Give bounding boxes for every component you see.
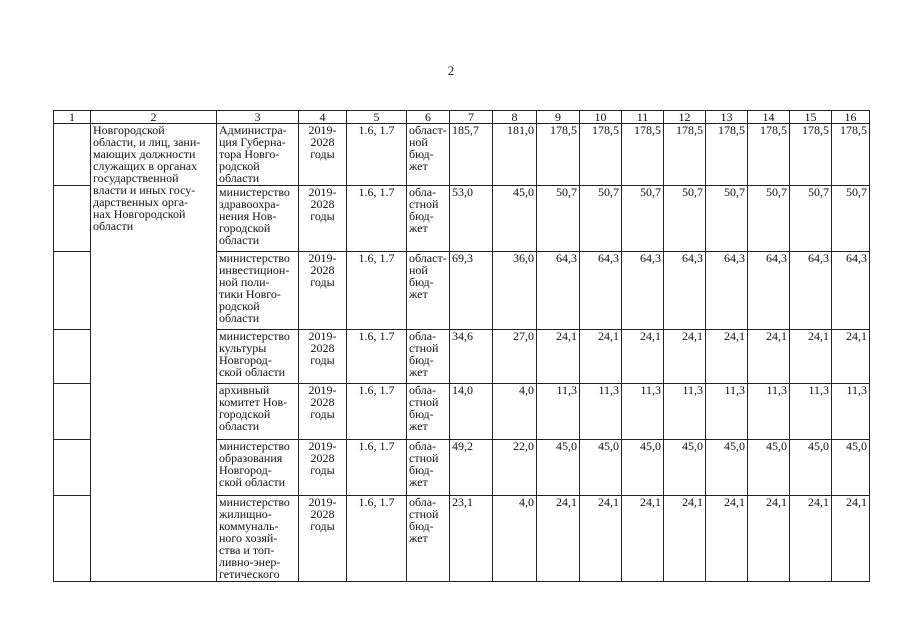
header-cell: 14 — [748, 111, 790, 124]
indicators-cell: 1.6, 1.7 — [347, 384, 407, 440]
value-cell: 178,5 — [706, 124, 748, 186]
value-cell: 178,5 — [537, 124, 580, 186]
value-cell: 24,1 — [748, 496, 790, 582]
funding-source-cell: обла- стной бюд- жет — [407, 330, 450, 384]
value-cell: 24,1 — [622, 330, 664, 384]
value-cell: 50,7 — [748, 186, 790, 252]
page-number: 2 — [447, 63, 455, 78]
value-cell: 36,0 — [493, 252, 537, 330]
value-cell: 45,0 — [537, 440, 580, 496]
header-cell: 15 — [790, 111, 832, 124]
value-cell: 64,3 — [622, 252, 664, 330]
value-cell: 11,3 — [832, 384, 870, 440]
value-cell: 64,3 — [790, 252, 832, 330]
value-cell: 178,5 — [622, 124, 664, 186]
years-cell: 2019- 2028 годы — [299, 496, 347, 582]
value-cell: 24,1 — [664, 496, 706, 582]
years-cell: 2019- 2028 годы — [299, 252, 347, 330]
value-cell: 24,1 — [664, 330, 706, 384]
organization-cell: министерство здравоохра- нения Нов- городской области — [217, 186, 299, 252]
value-cell: 24,1 — [580, 330, 622, 384]
value-cell: 4,0 — [493, 496, 537, 582]
value-cell: 185,7 — [450, 124, 493, 186]
value-cell: 50,7 — [664, 186, 706, 252]
indicators-cell: 1.6, 1.7 — [347, 252, 407, 330]
value-cell: 178,5 — [832, 124, 870, 186]
value-cell: 11,3 — [706, 384, 748, 440]
value-cell: 50,7 — [790, 186, 832, 252]
value-cell: 24,1 — [748, 330, 790, 384]
program-description-cell: Новгородской области, и лиц, зани- мающих должности служащих в органах государственной власти и иных госу- дарственных орга- нах Новгородской области — [91, 124, 217, 582]
row-number-cell — [54, 124, 91, 186]
value-cell: 24,1 — [580, 496, 622, 582]
indicators-cell: 1.6, 1.7 — [347, 440, 407, 496]
header-cell: 10 — [580, 111, 622, 124]
value-cell: 24,1 — [537, 496, 580, 582]
header-cell: 16 — [832, 111, 870, 124]
organization-cell: министерство образования Новгород- ской области — [217, 440, 299, 496]
header-cell: 6 — [407, 111, 450, 124]
row-number-cell — [54, 330, 91, 384]
value-cell: 45,0 — [790, 440, 832, 496]
value-cell: 178,5 — [748, 124, 790, 186]
funding-source-cell: област- ной бюд- жет — [407, 124, 450, 186]
value-cell: 45,0 — [493, 186, 537, 252]
value-cell: 4,0 — [493, 384, 537, 440]
value-cell: 24,1 — [706, 330, 748, 384]
header-cell: 3 — [217, 111, 299, 124]
value-cell: 45,0 — [580, 440, 622, 496]
value-cell: 11,3 — [580, 384, 622, 440]
years-cell: 2019- 2028 годы — [299, 384, 347, 440]
funding-source-cell: обла- стной бюд- жет — [407, 186, 450, 252]
value-cell: 50,7 — [832, 186, 870, 252]
value-cell: 45,0 — [664, 440, 706, 496]
value-cell: 178,5 — [580, 124, 622, 186]
value-cell: 34,6 — [450, 330, 493, 384]
value-cell: 24,1 — [622, 496, 664, 582]
value-cell: 11,3 — [622, 384, 664, 440]
indicators-cell: 1.6, 1.7 — [347, 124, 407, 186]
value-cell: 50,7 — [622, 186, 664, 252]
header-row — [54, 111, 870, 124]
value-cell: 45,0 — [622, 440, 664, 496]
value-cell: 14,0 — [450, 384, 493, 440]
header-cell: 1 — [54, 111, 91, 124]
value-cell: 27,0 — [493, 330, 537, 384]
value-cell: 64,3 — [748, 252, 790, 330]
header-cell: 7 — [450, 111, 493, 124]
value-cell: 49,2 — [450, 440, 493, 496]
value-cell: 181,0 — [493, 124, 537, 186]
value-cell: 69,3 — [450, 252, 493, 330]
value-cell: 64,3 — [537, 252, 580, 330]
value-cell: 24,1 — [790, 496, 832, 582]
value-cell: 24,1 — [832, 330, 870, 384]
indicators-cell: 1.6, 1.7 — [347, 330, 407, 384]
header-cell: 4 — [299, 111, 347, 124]
value-cell: 64,3 — [580, 252, 622, 330]
value-cell: 45,0 — [832, 440, 870, 496]
value-cell: 64,3 — [706, 252, 748, 330]
years-cell: 2019- 2028 годы — [299, 186, 347, 252]
header-cell: 9 — [537, 111, 580, 124]
organization-cell: министерство инвестицион- ной поли- тики Новго- родской области — [217, 252, 299, 330]
value-cell: 45,0 — [706, 440, 748, 496]
value-cell: 24,1 — [706, 496, 748, 582]
row-number-cell — [54, 186, 91, 252]
value-cell: 24,1 — [537, 330, 580, 384]
row-number-cell — [54, 252, 91, 330]
header-cell: 8 — [493, 111, 537, 124]
value-cell: 24,1 — [790, 330, 832, 384]
indicators-cell: 1.6, 1.7 — [347, 496, 407, 582]
header-cell: 5 — [347, 111, 407, 124]
header-cell: 13 — [706, 111, 748, 124]
value-cell: 50,7 — [706, 186, 748, 252]
value-cell: 53,0 — [450, 186, 493, 252]
header-cell: 2 — [91, 111, 217, 124]
header-cell: 12 — [664, 111, 706, 124]
years-cell: 2019- 2028 годы — [299, 440, 347, 496]
header-cell: 11 — [622, 111, 664, 124]
value-cell: 11,3 — [664, 384, 706, 440]
organization-cell: Администра- ция Губерна- тора Новго- родской области — [217, 124, 299, 186]
value-cell: 11,3 — [790, 384, 832, 440]
years-cell: 2019- 2028 годы — [299, 330, 347, 384]
value-cell: 45,0 — [748, 440, 790, 496]
value-cell: 50,7 — [580, 186, 622, 252]
value-cell: 24,1 — [832, 496, 870, 582]
organization-cell: министерство жилищно- коммуналь- ного хозяй- ства и топ- ливно-энер- гетического — [217, 496, 299, 582]
row-number-cell — [54, 384, 91, 440]
funding-source-cell: обла- стной бюд- жет — [407, 496, 450, 582]
value-cell: 64,3 — [664, 252, 706, 330]
value-cell: 23,1 — [450, 496, 493, 582]
value-cell: 64,3 — [832, 252, 870, 330]
row-number-cell — [54, 496, 91, 582]
organization-cell: министерство культуры Новгород- ской области — [217, 330, 299, 384]
years-cell: 2019- 2028 годы — [299, 124, 347, 186]
value-cell: 50,7 — [537, 186, 580, 252]
table-row — [54, 124, 870, 186]
value-cell: 178,5 — [664, 124, 706, 186]
budget-table — [53, 110, 870, 582]
row-number-cell — [54, 440, 91, 496]
value-cell: 11,3 — [748, 384, 790, 440]
organization-cell: архивный комитет Нов- городской области — [217, 384, 299, 440]
funding-source-cell: обла- стной бюд- жет — [407, 440, 450, 496]
value-cell: 22,0 — [493, 440, 537, 496]
funding-source-cell: област- ной бюд- жет — [407, 252, 450, 330]
value-cell: 11,3 — [537, 384, 580, 440]
funding-source-cell: обла- стной бюд- жет — [407, 384, 450, 440]
value-cell: 178,5 — [790, 124, 832, 186]
indicators-cell: 1.6, 1.7 — [347, 186, 407, 252]
